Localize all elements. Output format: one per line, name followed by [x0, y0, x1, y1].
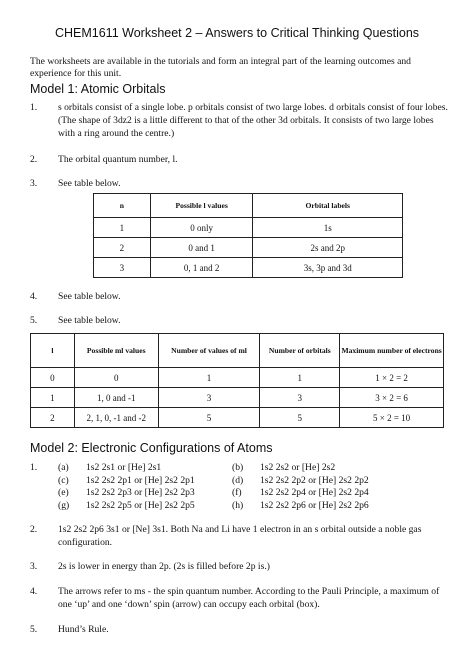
question-number: 1. [30, 462, 38, 473]
part-label: (c) [58, 474, 69, 486]
config-value: 1s2 2s1 or [He] 2s1 [86, 462, 162, 473]
table-header-row [94, 194, 403, 218]
table-cell: 2s and 2p [253, 238, 403, 258]
table-row [31, 368, 444, 388]
orbital-table [93, 193, 403, 278]
header-number-orbitals: Number of orbitals [260, 334, 340, 368]
config-row [30, 475, 450, 488]
config-value: 1s2 2s2 2p3 or [He] 2s2 2p3 [86, 487, 195, 498]
header-max-electrons: Maximum number of electrons [340, 334, 444, 368]
config-value: 1s2 2s2 2p6 or [He] 2s2 2p6 [260, 499, 369, 511]
part-label: (d) [232, 474, 244, 486]
question-number: 4. [30, 291, 38, 302]
table-cell: 1 [94, 218, 151, 238]
model1-question-1 [30, 101, 450, 143]
question-number: 4. [30, 586, 38, 597]
orbital-lobes-text: s orbitals consist of a single lobe. p orbitals consist of two large lobes. d orbitals consist of four lobes. [58, 102, 448, 113]
configurations-grid [30, 462, 450, 512]
question-number: 2. [30, 154, 38, 165]
question-3-answer: See table below. [58, 178, 121, 189]
question-number: 2. [30, 524, 38, 535]
table-header-row [31, 334, 444, 368]
table-cell: 1s [253, 218, 403, 238]
part-label: (b) [232, 462, 244, 473]
table-cell: 5 [260, 408, 340, 428]
table-cell: 5 × 2 = 10 [340, 408, 444, 428]
question-number: 5. [30, 624, 38, 635]
part-label: (g) [58, 499, 70, 511]
table-cell: 2 [31, 408, 75, 428]
model1-heading: Model 1: Atomic Orbitals [30, 82, 166, 96]
question-5-answer: Hund’s Rule. [58, 624, 109, 635]
table-cell: 3 [94, 258, 151, 278]
table-cell: 3 × 2 = 6 [340, 388, 444, 408]
page-title: CHEM1611 Worksheet 2 – Answers to Critical Thinking Questions [54, 26, 420, 40]
question-4-answer: The arrows refer to ms - the spin quantum number. According to the Pauli Principle, a maximum of one ‘up’ and one ‘down’ spin (arrow) can occupy each orbital (box). [58, 586, 440, 610]
part-label: (a) [58, 462, 69, 473]
table-row [94, 218, 403, 238]
table-cell: 3s, 3p and 3d [253, 258, 403, 278]
table-cell: 1, 0 and -1 [74, 388, 158, 408]
table-row [94, 238, 403, 258]
header-n: n [94, 194, 151, 218]
header-l: l [31, 334, 75, 368]
table-cell: 1 × 2 = 2 [340, 368, 444, 388]
intro-paragraph: The worksheets are available in the tutorials and form an integral part of the learning outcomes and experience for this unit. [30, 56, 411, 79]
table-cell: 2, 1, 0, -1 and -2 [74, 408, 158, 428]
table-cell: 5 [158, 408, 260, 428]
question-3-answer: 2s is lower in energy than 2p. (2s is filled before 2p is.) [58, 561, 270, 572]
table-row [31, 388, 444, 408]
config-row [30, 487, 450, 500]
question-2-answer: The orbital quantum number, l. [58, 154, 178, 165]
dz2-note-text: (The shape of 3dz2 is a little different to that of the other 3d orbitals. It consists of two large lobes with a ring around the centre.) [58, 115, 434, 139]
quantum-number-table [30, 333, 444, 428]
config-value: 1s2 2s2 2p1 or [He] 2s2 2p1 [86, 474, 195, 486]
question-2-answer: 1s2 2s2 2p6 3s1 or [Ne] 3s1. Both Na and Li have 1 electron in an s orbital outside a noble gas configuration. [58, 524, 422, 548]
table-cell: 3 [158, 388, 260, 408]
header-orbital-labels: Orbital labels [253, 194, 403, 218]
question-number: 1. [30, 102, 38, 113]
table-cell: 3 [260, 388, 340, 408]
table-row [31, 408, 444, 428]
config-row [30, 462, 450, 475]
part-label: (f) [232, 487, 242, 498]
table-cell: 0, 1 and 2 [150, 258, 253, 278]
question-number: 3. [30, 561, 38, 572]
table-cell: 0 and 1 [150, 238, 253, 258]
config-value: 1s2 2s2 2p2 or [He] 2s2 2p2 [260, 474, 369, 486]
table-cell: 0 [74, 368, 158, 388]
config-value: 1s2 2s2 2p5 or [He] 2s2 2p5 [86, 499, 195, 511]
table-cell: 1 [31, 388, 75, 408]
part-label: (h) [232, 499, 244, 511]
question-5-answer: See table below. [58, 315, 121, 326]
question-4-answer: See table below. [58, 291, 121, 302]
question-1-answer [58, 101, 450, 140]
table-cell: 2 [94, 238, 151, 258]
table-cell: 0 only [150, 218, 253, 238]
config-value: 1s2 2s2 or [He] 2s2 [260, 462, 336, 473]
table-row [94, 258, 403, 278]
part-label: (e) [58, 487, 69, 498]
question-number: 3. [30, 178, 38, 189]
model2-heading: Model 2: Electronic Configurations of Atoms [30, 441, 273, 455]
table-cell: 1 [260, 368, 340, 388]
question-number: 5. [30, 315, 38, 326]
header-number-ml: Number of values of ml [158, 334, 260, 368]
table-cell: 0 [31, 368, 75, 388]
config-value: 1s2 2s2 2p4 or [He] 2s2 2p4 [260, 487, 369, 498]
header-possible-ml: Possible ml values [74, 334, 158, 368]
header-possible-l: Possible l values [150, 194, 253, 218]
table-cell: 1 [158, 368, 260, 388]
config-row [30, 500, 450, 513]
